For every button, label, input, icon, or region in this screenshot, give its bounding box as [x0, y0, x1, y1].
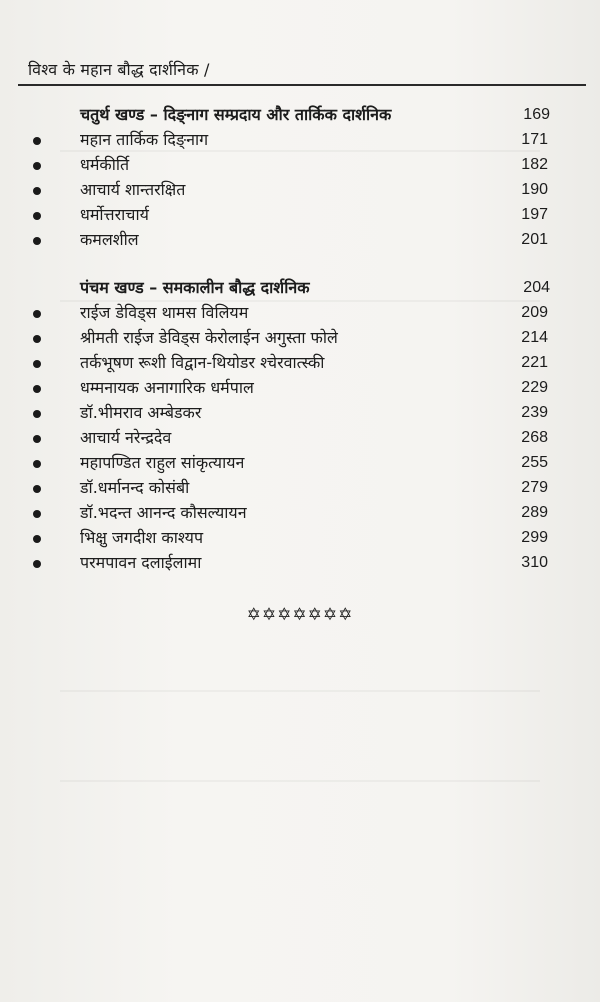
toc-entry — [0, 402, 600, 427]
entry-title: आचार्य नरेन्द्रदेव — [80, 428, 172, 447]
section-title: पंचम खण्ड – समकालीन बौद्ध दार्शनिक — [80, 278, 310, 297]
toc-entry — [0, 452, 600, 477]
bullet-icon — [33, 385, 41, 393]
bullet-icon — [33, 187, 41, 195]
bullet-icon — [33, 360, 41, 368]
entry-title: भिक्षु जगदीश काश्यप — [80, 528, 204, 547]
entry-title: आचार्य शान्तरक्षित — [80, 180, 186, 199]
toc-entry — [0, 477, 600, 502]
toc-entry — [0, 527, 600, 552]
bullet-icon — [33, 310, 41, 318]
entry-page-number: 239 — [521, 404, 548, 421]
section-page-number: 169 — [523, 106, 550, 123]
section-spacer — [0, 254, 600, 277]
show-through-mark — [60, 690, 540, 692]
entry-page-number: 209 — [521, 304, 548, 321]
table-of-contents — [0, 104, 600, 577]
entry-page-number: 255 — [521, 454, 548, 471]
entry-title: महापण्डित राहुल सांकृत्यायन — [80, 453, 245, 472]
bullet-icon — [33, 212, 41, 220]
bullet-icon — [33, 335, 41, 343]
toc-entry — [0, 427, 600, 452]
bullet-icon — [33, 560, 41, 568]
toc-entry — [0, 327, 600, 352]
bullet-icon — [33, 485, 41, 493]
header-rule — [18, 84, 586, 86]
bullet-icon — [33, 410, 41, 418]
entry-page-number: 310 — [521, 554, 548, 571]
entry-page-number: 279 — [521, 479, 548, 496]
entry-title: श्रीमती राईज डेविड्स केरोलाईन अगुस्ता फोले — [80, 328, 338, 347]
toc-entry — [0, 502, 600, 527]
bullet-icon — [33, 137, 41, 145]
star-ornament: ✡✡✡✡✡✡✡ — [246, 605, 354, 625]
bullet-icon — [33, 510, 41, 518]
entry-page-number: 201 — [521, 231, 548, 248]
bullet-icon — [33, 237, 41, 245]
section-heading — [0, 104, 600, 129]
entry-title: तर्कभूषण रूशी विद्वान-थियोडर श्चेरवात्स्की — [80, 353, 325, 372]
entry-page-number: 171 — [521, 131, 548, 148]
section-heading — [0, 277, 600, 302]
toc-entry — [0, 154, 600, 179]
entry-title: महान तार्किक दिङ्नाग — [80, 130, 209, 149]
entry-page-number: 190 — [521, 181, 548, 198]
bullet-icon — [33, 535, 41, 543]
entry-page-number: 197 — [521, 206, 548, 223]
entry-title: कमलशील — [80, 230, 139, 249]
bullet-icon — [33, 460, 41, 468]
entry-title: धर्मोत्तराचार्य — [80, 205, 149, 224]
entry-page-number: 268 — [521, 429, 548, 446]
section-page-number: 204 — [523, 279, 550, 296]
entry-page-number: 229 — [521, 379, 548, 396]
section-title: चतुर्थ खण्ड – दिङ्नाग सम्प्रदाय और तार्किक दार्शनिक — [80, 105, 392, 124]
entry-title: धम्मनायक अनागारिक धर्मपाल — [80, 378, 254, 397]
entry-page-number: 214 — [521, 329, 548, 346]
entry-page-number: 221 — [521, 354, 548, 371]
toc-entry — [0, 352, 600, 377]
entry-title: राईज डेविड्स थामस विलियम — [80, 303, 249, 322]
toc-entry — [0, 229, 600, 254]
entry-page-number: 182 — [521, 156, 548, 173]
toc-entry — [0, 204, 600, 229]
running-head: विश्व के महान बौद्ध दार्शनिक / — [28, 60, 210, 79]
toc-entry — [0, 129, 600, 154]
toc-entry — [0, 377, 600, 402]
show-through-mark — [60, 780, 540, 782]
bullet-icon — [33, 435, 41, 443]
entry-page-number: 289 — [521, 504, 548, 521]
toc-entry — [0, 302, 600, 327]
toc-entry — [0, 552, 600, 577]
entry-title: डॉ.धर्मानन्द कोसंबी — [80, 478, 190, 497]
bullet-icon — [33, 162, 41, 170]
entry-title: डॉ.भदन्त आनन्द कौसल्यायन — [80, 503, 247, 522]
entry-title: परमपावन दलाईलामा — [80, 553, 202, 572]
entry-title: धर्मकीर्ति — [80, 155, 130, 174]
toc-entry — [0, 179, 600, 204]
entry-page-number: 299 — [521, 529, 548, 546]
entry-title: डॉ.भीमराव अम्बेडकर — [80, 403, 202, 422]
